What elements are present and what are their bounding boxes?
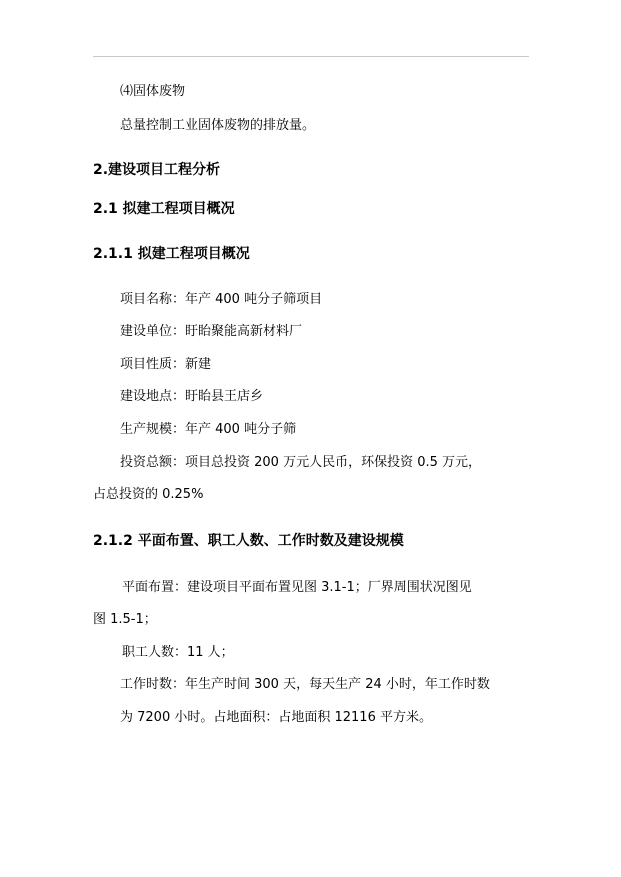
- layout-line-2: 图 1.5-1；: [93, 612, 157, 627]
- work-hours-line-1: 工作时数：年生产时间 300 天，每天生产 24 小时，年工作时数: [120, 677, 490, 692]
- section-heading-2-1-2: 2.1.2 平面布置、职工人数、工作时数及建设规模: [93, 533, 404, 549]
- layout-line-1: 平面布置：建设项目平面布置见图 3.1-1；厂界周围状况图见: [122, 580, 472, 595]
- project-location: 建设地点：盱眙县王店乡: [120, 389, 264, 404]
- investment-line-2: 占总投资的 0.25%: [93, 487, 204, 502]
- project-nature: 项目性质：新建: [120, 357, 212, 372]
- item4-heading: ⑷固体废物: [120, 84, 186, 99]
- builder: 建设单位：盱眙聚能高新材料厂: [120, 324, 303, 339]
- header-rule: [93, 56, 529, 57]
- section-heading-2: 2.建设项目工程分析: [93, 162, 221, 178]
- production-scale: 生产规模：年产 400 吨分子筛: [120, 422, 297, 437]
- work-hours-line-2: 为 7200 小时。占地面积：占地面积 12116 平方米。: [120, 710, 432, 725]
- staff-count: 职工人数：11 人；: [122, 645, 234, 660]
- investment-line-1: 投资总额：项目总投资 200 万元人民币，环保投资 0.5 万元，: [120, 455, 482, 470]
- project-name: 项目名称：年产 400 吨分子筛项目: [120, 292, 323, 307]
- section-heading-2-1: 2.1 拟建工程项目概况: [93, 201, 235, 217]
- section-heading-2-1-1: 2.1.1 拟建工程项目概况: [93, 246, 250, 262]
- item4-text: 总量控制工业固体废物的排放量。: [120, 118, 316, 133]
